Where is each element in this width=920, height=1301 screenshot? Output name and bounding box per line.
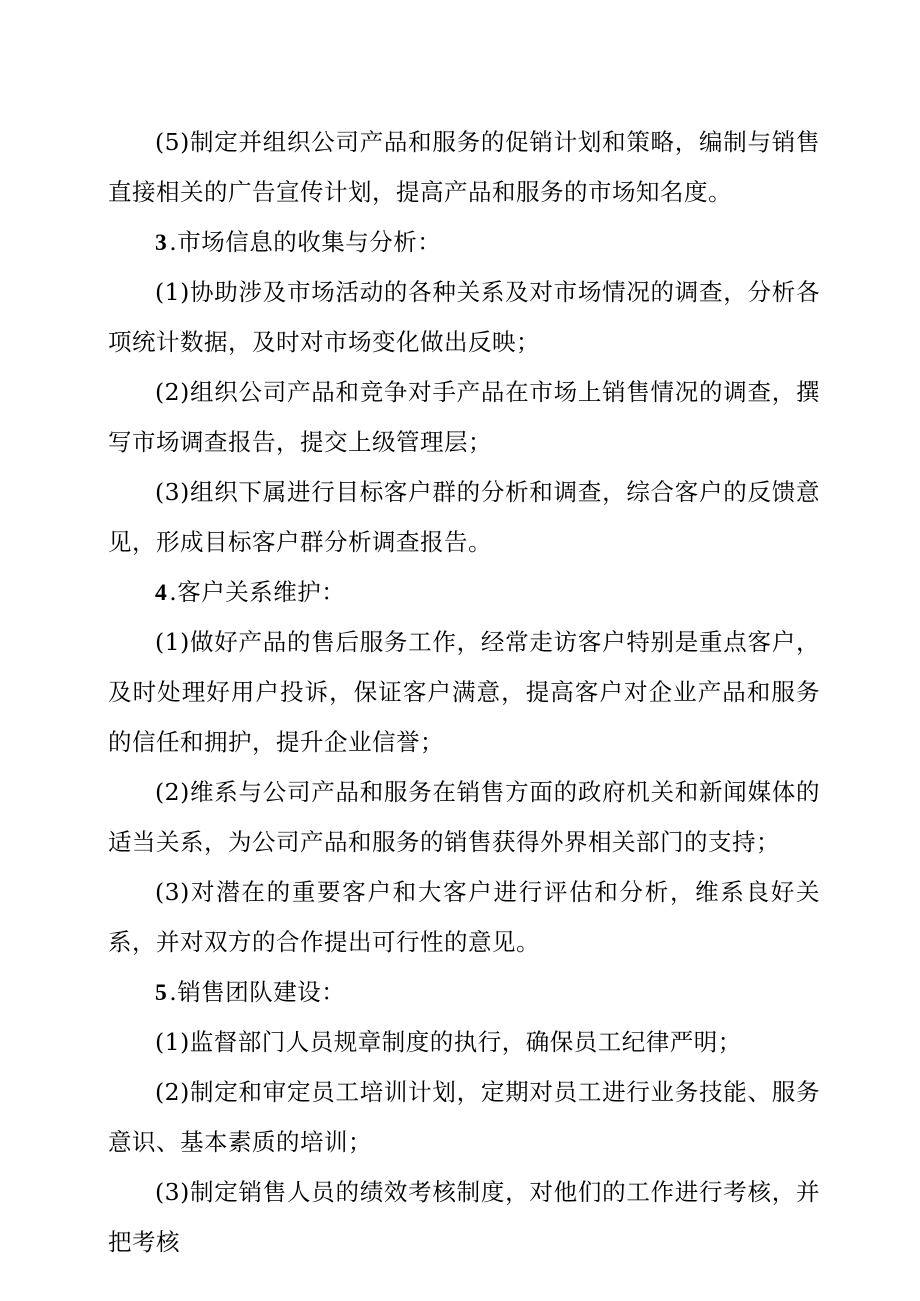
paragraph-target-customer-analysis: (3)组织下属进行目标客户群的分析和调查，综合客户的反馈意见，形成目标客户群分析调查报告。 — [108, 478, 820, 556]
section-number: 5 — [155, 980, 168, 1006]
section-heading-text: .市场信息的收集与分析： — [169, 228, 442, 256]
paragraph-staff-training: (2)制定和审定员工培训计划，定期对员工进行业务技能、服务意识、基本素质的培训； — [108, 1078, 820, 1156]
section-heading-customer-relations — [108, 567, 820, 618]
section-heading-text: .客户关系维护： — [169, 578, 346, 606]
section-heading-text: .销售团队建设： — [169, 978, 346, 1006]
section-heading-market-info — [108, 217, 820, 268]
paragraph-key-customer-evaluation: (3)对潜在的重要客户和大客户进行评估和分析，维系良好关系，并对双方的合作提出可行性的意见。 — [108, 878, 820, 956]
paragraph-market-survey: (1)协助涉及市场活动的各种关系及对市场情况的调查，分析各项统计数据，及时对市场变化做出反映； — [108, 278, 820, 356]
section-number: 4 — [155, 580, 168, 606]
paragraph-performance-review: (3)制定销售人员的绩效考核制度，对他们的工作进行考核，并把考核 — [108, 1178, 820, 1256]
paragraph-staff-discipline: (1)监督部门人员规章制度的执行，确保员工纪律严明； — [155, 1028, 742, 1056]
paragraph-government-media-relations: (2)维系与公司产品和服务在销售方面的政府机关和新闻媒体的适当关系，为公司产品和服务的销售获得外界相关部门的支持； — [108, 778, 820, 856]
section-heading-sales-team — [108, 967, 820, 1018]
paragraph-after-sales-service: (1)做好产品的售后服务工作，经常走访客户特别是重点客户，及时处理好用户投诉，保证客户满意，提高客户对企业产品和服务的信任和拥护，提升企业信誉； — [108, 628, 820, 756]
paragraph-competitor-survey: (2)组织公司产品和竞争对手产品在市场上销售情况的调查，撰写市场调查报告，提交上级管理层； — [108, 378, 820, 456]
section-number: 3 — [155, 230, 168, 256]
paragraph-promotion-plan: (5)制定并组织公司产品和服务的促销计划和策略，编制与销售直接相关的广告宣传计划，提高产品和服务的市场知名度。 — [108, 128, 820, 206]
